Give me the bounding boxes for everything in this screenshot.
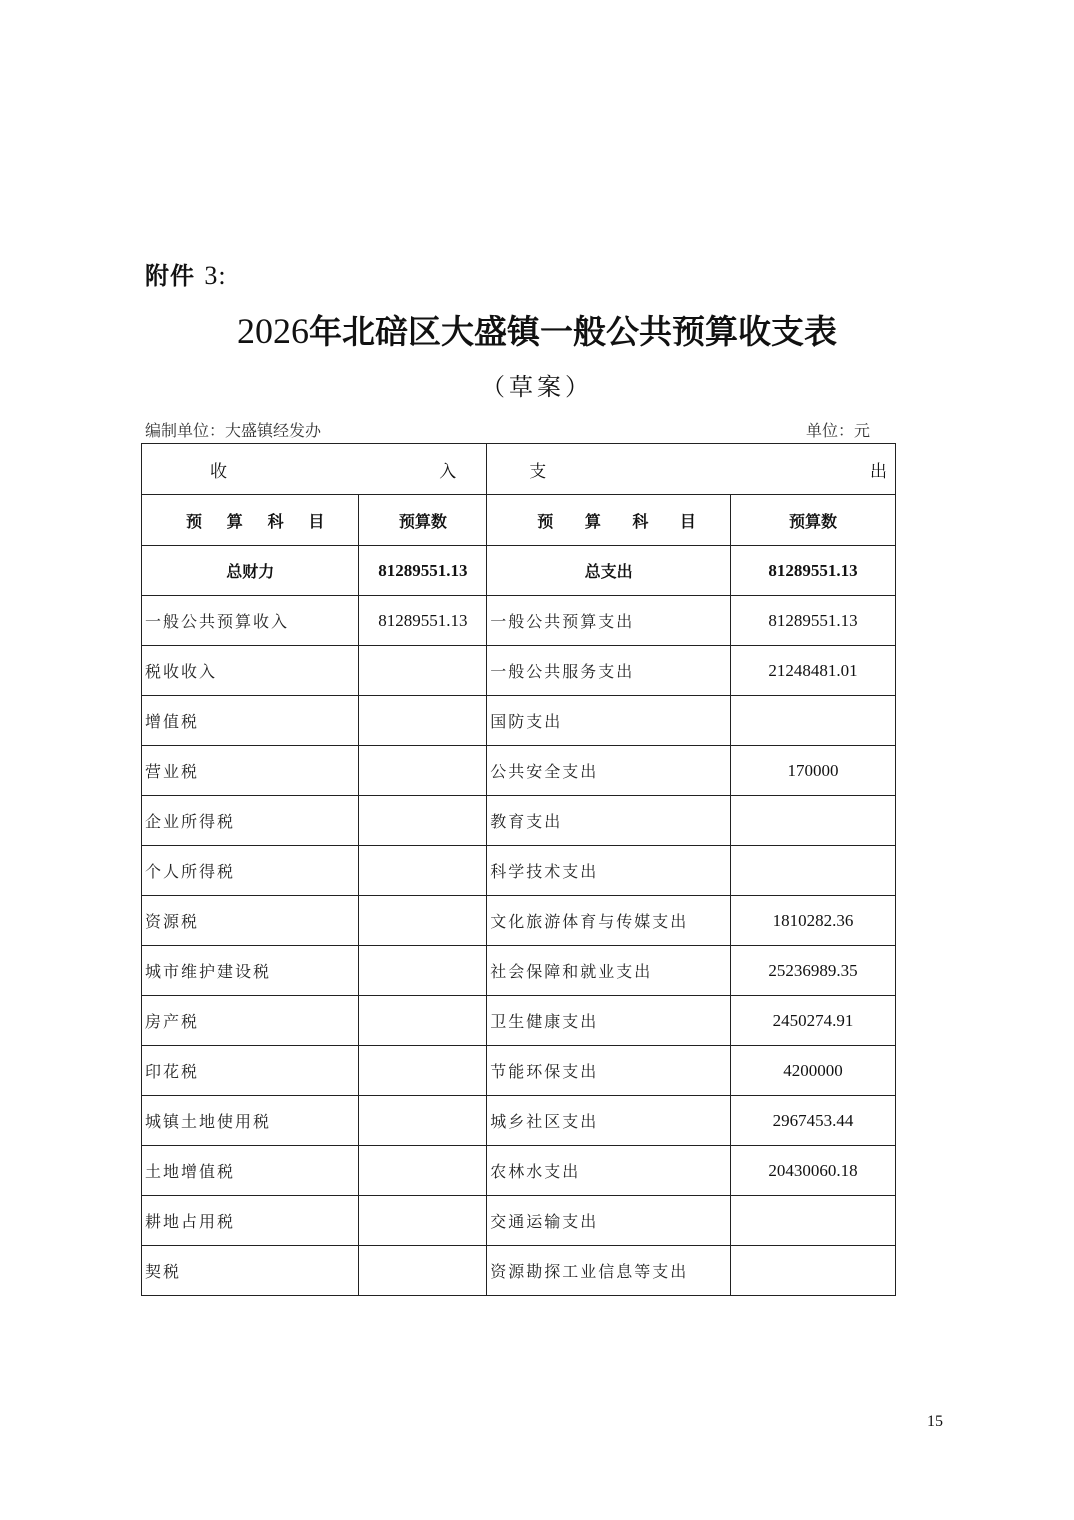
title-text: 年北碚区大盛镇一般公共预算收支表 [309,312,837,351]
subject-char: 目 [679,511,696,531]
income-value [359,1046,487,1096]
table-row [142,1096,896,1146]
income-header-char: 入 [439,461,457,482]
table-row [142,796,896,846]
table-row [142,896,896,946]
income-item: 个人所得税 [142,846,359,896]
subject-char: 科 [267,511,284,531]
income-value [359,696,487,746]
income-item: 增值税 [142,696,359,746]
attachment-label [145,256,227,291]
income-value [359,1196,487,1246]
table-row [142,846,896,896]
income-value [359,996,487,1046]
subject-char: 预 [537,511,554,531]
income-item: 城镇土地使用税 [142,1096,359,1146]
subject-char: 科 [632,511,649,531]
income-item: 营业税 [142,746,359,796]
expense-value [730,1246,895,1296]
expense-value: 81289551.13 [730,596,895,646]
table-row [142,1046,896,1096]
income-value [359,746,487,796]
income-item: 城市维护建设税 [142,946,359,996]
expense-item: 交通运输支出 [487,1196,731,1246]
expense-value: 2450274.91 [730,996,895,1046]
income-item: 资源税 [142,896,359,946]
page-number: 15 [927,1413,943,1430]
income-value [359,1096,487,1146]
table-row [142,1246,896,1296]
income-amount-header: 预算数 [359,495,487,546]
expense-subject-header [487,495,731,546]
document-title [0,306,1074,353]
table-row [142,696,896,746]
expense-item: 文化旅游体育与传媒支出 [487,896,731,946]
subject-char: 预 [186,511,203,531]
income-section-header [142,444,487,495]
expense-value: 2967453.44 [730,1096,895,1146]
total-income-label: 总财力 [142,546,359,596]
income-subject-header [142,495,359,546]
income-value [359,896,487,946]
expense-item: 科学技术支出 [487,846,731,896]
expense-header-char: 支 [529,461,547,482]
income-value [359,646,487,696]
expense-value: 1810282.36 [730,896,895,946]
subject-char: 算 [584,511,601,531]
expense-item: 城乡社区支出 [487,1096,731,1146]
income-item: 土地增值税 [142,1146,359,1196]
document-subtitle: （草案） [481,373,593,401]
expense-value [730,696,895,746]
expense-item: 一般公共服务支出 [487,646,731,696]
expense-item: 一般公共预算支出 [487,596,731,646]
table-row [142,1196,896,1246]
income-item: 企业所得税 [142,796,359,846]
budget-table [141,443,896,1296]
expense-value: 25236989.35 [730,946,895,996]
income-item: 一般公共预算收入 [142,596,359,646]
table-row [142,1146,896,1196]
attachment-number: 3: [204,261,227,290]
expense-section-header [487,444,896,495]
income-value [359,946,487,996]
expense-value [730,846,895,896]
income-item: 房产税 [142,996,359,1046]
attachment-text: 附件 [145,262,195,290]
expense-value [730,1196,895,1246]
income-header-char: 收 [210,461,227,482]
expense-header-char: 出 [870,461,887,482]
table-row [142,996,896,1046]
currency-unit: 单位：元 [806,421,871,440]
subject-char: 算 [226,511,243,531]
income-item: 税收收入 [142,646,359,696]
expense-item: 资源勘探工业信息等支出 [487,1246,731,1296]
column-header-row [142,495,896,546]
income-value [359,1146,487,1196]
expense-value: 20430060.18 [730,1146,895,1196]
expense-item: 农林水支出 [487,1146,731,1196]
expense-item: 教育支出 [487,796,731,846]
subject-char: 目 [308,511,325,531]
total-expense-value: 81289551.13 [730,546,895,596]
income-value [359,846,487,896]
section-header-row [142,444,896,495]
income-item: 契税 [142,1246,359,1296]
total-expense-label: 总支出 [487,546,731,596]
expense-item: 社会保障和就业支出 [487,946,731,996]
expense-value: 21248481.01 [730,646,895,696]
expense-item: 卫生健康支出 [487,996,731,1046]
table-row [142,946,896,996]
expense-amount-header: 预算数 [730,495,895,546]
income-value: 81289551.13 [359,596,487,646]
expense-value [730,796,895,846]
title-year: 2026 [237,311,309,351]
income-value [359,1246,487,1296]
table-row [142,596,896,646]
table-row [142,646,896,696]
expense-item: 国防支出 [487,696,731,746]
table-row [142,746,896,796]
income-item: 印花税 [142,1046,359,1096]
income-item: 耕地占用税 [142,1196,359,1246]
total-income-value: 81289551.13 [359,546,487,596]
expense-item: 公共安全支出 [487,746,731,796]
expense-value: 4200000 [730,1046,895,1096]
income-value [359,796,487,846]
expense-value: 170000 [730,746,895,796]
expense-item: 节能环保支出 [487,1046,731,1096]
compiler-unit: 编制单位：大盛镇经发办 [145,421,322,440]
total-row [142,546,896,596]
